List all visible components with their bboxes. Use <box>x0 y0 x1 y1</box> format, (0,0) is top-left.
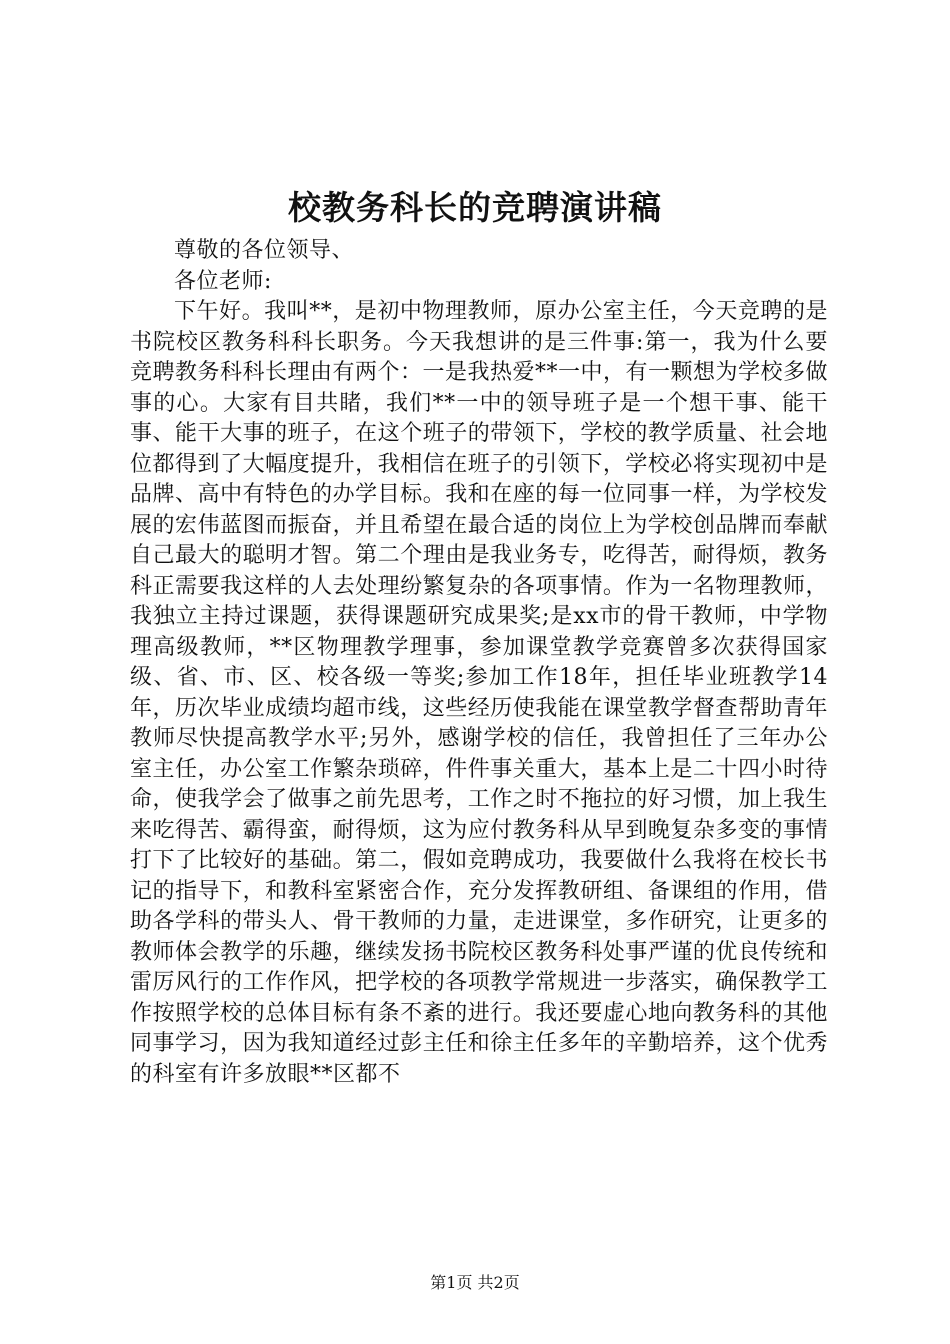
document-body <box>130 236 828 1090</box>
salutation-line-2: 各位老师: <box>174 268 272 294</box>
body-paragraph: 下午好。我叫**，是初中物理教师，原办公室主任，今天竞聘的是书院校区教务科科长职务。今天我想讲的是三件事:第一，我为什么要竞聘教务科科长理由有两个：一是我热爱**一中，有一颗想为学校多做事的心。大家有目共睹，我们**一中的领导班子是一个想干事、能干事、能干大事的班子，在这个班子的带领下，学校的教学质量、社会地位都得到了大幅度提升，我相信在班子的引领下，学校必将实现初中是品牌、高中有特色的办学目标。我和在座的每一位同事一样，为学校发展的宏伟蓝图而振奋，并且希望在最合适的岗位上为学校创品牌而奉献自己最大的聪明才智。第二个理由是我业务专，吃得苦，耐得烦，教务科正需要我这样的人去处理纷繁复杂的各项事情。作为一名物理教师，我独立主持过课题，获得课题研究成果奖;是xx市的骨干教师，中学物理高级教师，**区物理教学理事，参加课堂教学竞赛曾多次获得国家级、省、市、区、校各级一等奖;参加工作18年，担任毕业班教学14年，历次毕业成绩均超市线，这些经历使我能在课堂教学督查帮助青年教师尽快提高教学水平;另外，感谢学校的信任，我曾担任了三年办公室主任，办公室工作繁杂琐碎，件件事关重大，基本上是二十四小时待命，使我学会了做事之前先思考，工作之时不拖拉的好习惯，加上我生来吃得苦、霸得蛮，耐得烦，这为应付教务科从早到晚复杂多变的事情打下了比较好的基础。第二，假如竞聘成功，我要做什么我将在校长书记的指导下，和教科室紧密合作，充分发挥教研组、备课组的作用，借助各学科的带头人、骨干教师的力量，走进课堂，多作研究，让更多的教师体会教学的乐趣，继续发扬书院校区教务科处事严谨的优良传统和雷厉风行的工作作风，把学校的各项教学常规进一步落实，确保教学工作按照学校的总体目标有条不紊的进行。我还要虚心地向教务科的其他同事学习，因为我知道经过彭主任和徐主任多年的辛勤培养，这个优秀的科室有许多放眼**区都不 <box>130 299 829 1087</box>
document-title: 校教务科长的竞聘演讲稿 <box>288 188 662 227</box>
page-number: 第1页 共2页 <box>430 1273 520 1292</box>
salutation-line-1: 尊敬的各位领导、 <box>174 238 355 263</box>
